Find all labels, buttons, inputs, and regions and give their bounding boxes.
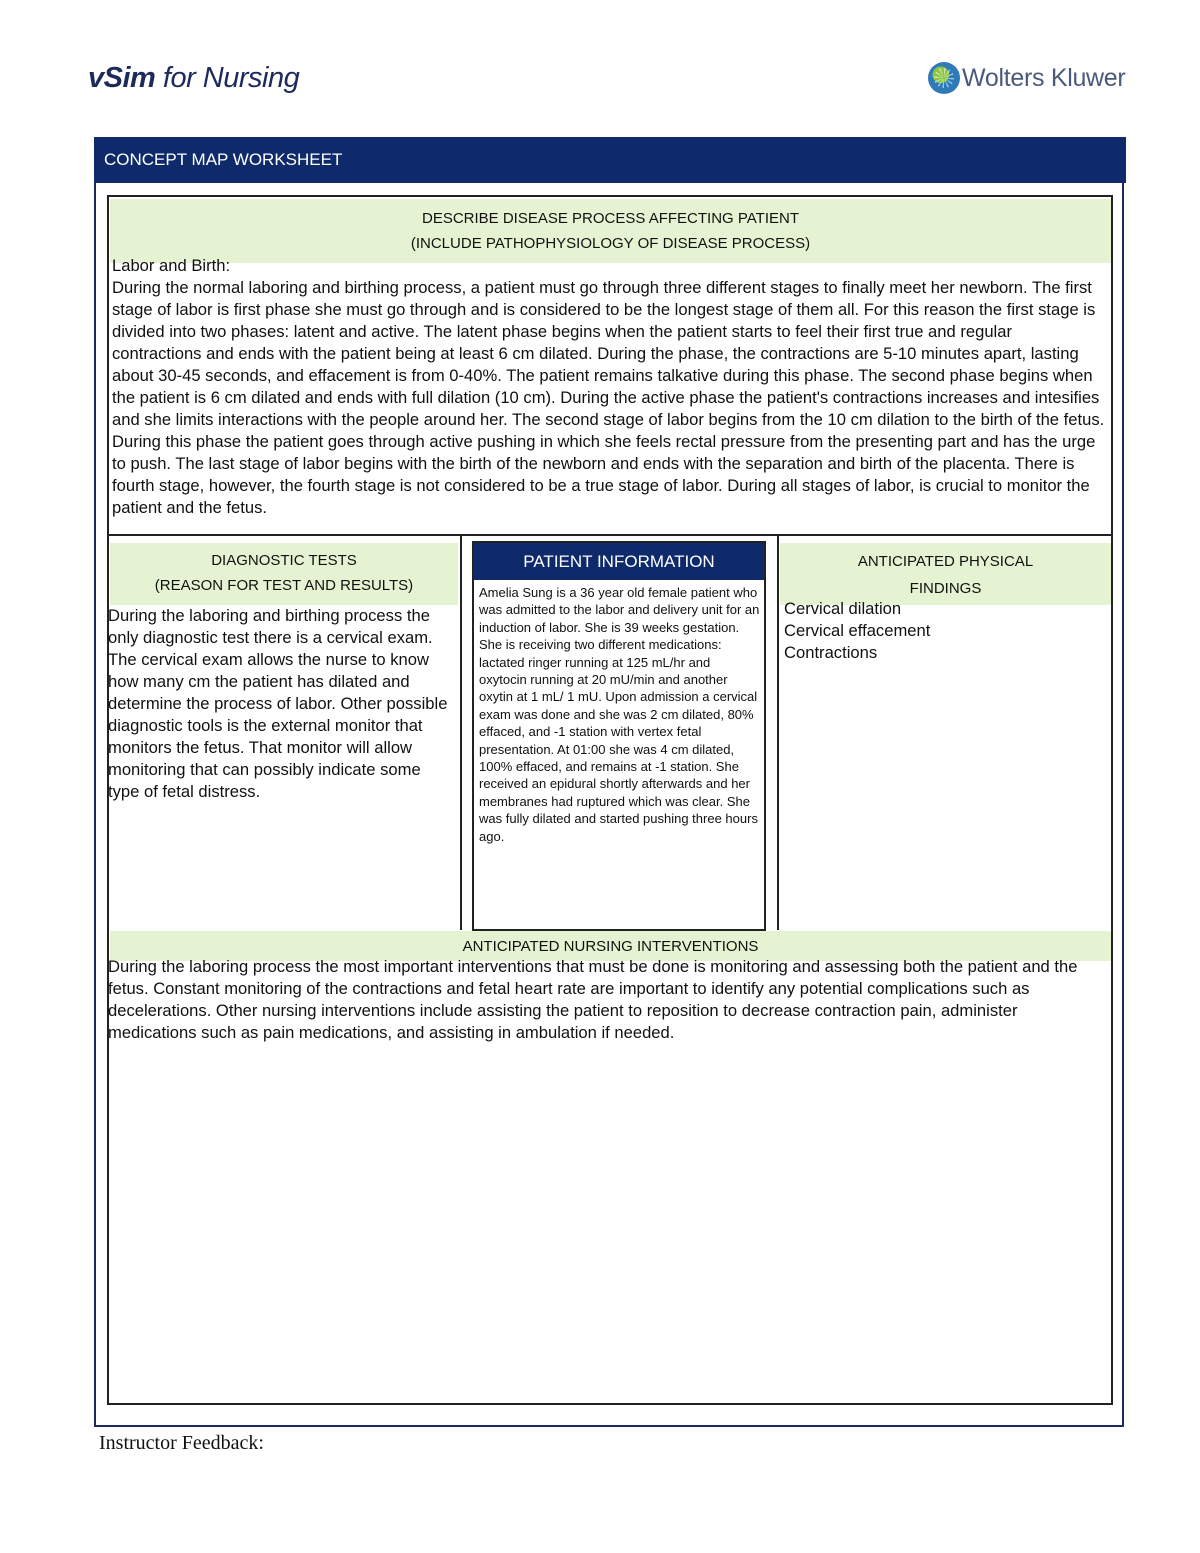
brand-rest: for Nursing xyxy=(155,62,300,94)
diagnostic-tests-heading-line2: (REASON FOR TEST AND RESULTS) xyxy=(154,577,414,594)
vsim-logo xyxy=(88,62,299,95)
brand-v: vSim xyxy=(88,62,156,94)
disease-process-subtitle: Labor and Birth: xyxy=(112,256,231,275)
worksheet-title: CONCEPT MAP WORKSHEET xyxy=(94,137,1126,183)
disease-process-heading-line2: (INCLUDE PATHOPHYSIOLOGY OF DISEASE PROCESS) xyxy=(410,235,811,252)
disease-process-heading xyxy=(110,199,1111,263)
publisher-name: Wolters Kluwer xyxy=(962,63,1126,92)
diagnostic-tests-heading xyxy=(110,543,458,605)
list-item: Cervical effacement xyxy=(784,621,931,640)
physical-findings-heading-line1: ANTICIPATED PHYSICAL xyxy=(857,553,1034,570)
disease-process-heading-line1: DESCRIBE DISEASE PROCESS AFFECTING PATIENT xyxy=(421,210,799,227)
patient-information-text: Amelia Sung is a 36 year old female patient who was admitted to the labor and delivery unit for an induction of labor. She is 39 weeks gestation. She is receiving two different medications: lactated ringer running at 125 mL/hr and oxytocin running at 20 mU/min and another oxytin at 1 mL/ 1 mU. Upon admission a cervical exam was done and she was 2 cm dilated, 80% effaced, and -1 station with vertex fetal presentation. At 01:00 she was 4 cm dilated, 100% effaced, and remains at -1 station. She received an epidural shortly afterwards and her membranes had ruptured which was clear. She was fully dilated and started pushing three hours ago. xyxy=(479,585,760,844)
section-divider xyxy=(107,534,1113,536)
physical-findings-heading xyxy=(780,543,1111,605)
list-item: Contractions xyxy=(784,643,878,662)
nursing-interventions-field[interactable]: During the laboring process the most important interventions that must be done is monitoring and assessing both the patient and the fetus. Constant monitoring of the contractions and fetal heart rate are important to identify any potential complications such as decelerations. Other nursing interventions include assisting the patient to reposition to decrease contraction pain, administer medications such as pain medications, and assisting in ambulation if needed. xyxy=(108,957,1078,1042)
diagnostic-tests-heading-line1: DIAGNOSTIC TESTS xyxy=(211,552,357,569)
physical-findings-field[interactable] xyxy=(784,598,930,664)
disease-process-text: During the normal laboring and birthing process, a patient must go through three different stages to finally meet her newborn. The first stage of labor is first phase she must go through and is considered to be the longest stage of them all. For this reason the first stage is divided into two phases: latent and active. The latent phase begins when the patient starts to feel their first true and regular contractions and ends with the patient being at least 6 cm dilated. During the phase, the contractions are 5-10 minutes apart, lasting about 30-45 seconds, and effacement is from 0-40%. The patient remains talkative during this phase. The second phase begins when the patient is 6 cm dilated and ends with full dilation (10 cm). During the active phase the patient's contractions increases and intesifies and she limits interactions with the people around her. The second stage of labor begins from the 10 cm dilation to the birth of the fetus. During this phase the patient goes through active pushing in which she feels rectal pressure from the presenting part and has the urge to push. The last stage of labor begins with the birth of the newborn and ends with the separation and birth of the placenta. There is fourth stage, however, the fourth stage is not considered to be a true stage of labor. During all stages of labor, is crucial to monitor the patient and the fetus. xyxy=(112,278,1105,517)
list-item: Cervical dilation xyxy=(784,599,902,618)
physical-findings-heading-line2: FINDINGS xyxy=(909,580,982,597)
publisher-logo xyxy=(928,62,1125,94)
wolters-kluwer-globe-icon xyxy=(928,62,960,94)
disease-process-field[interactable] xyxy=(112,255,1106,535)
column-divider-right xyxy=(777,534,779,930)
diagnostic-tests-field[interactable]: During the laboring and birthing process the only diagnostic test there is a cervical exam. The cervical exam allows the nurse to know how many cm the patient has dilated and determine the process of labor. Other possible diagnostic tools is the external monitor that monitors the fetus. That monitor will allow monitoring that can possibly indicate some type of fetal distress. xyxy=(108,606,448,801)
nursing-interventions-heading: ANTICIPATED NURSING INTERVENTIONS xyxy=(110,931,1111,961)
column-divider-left xyxy=(460,534,462,930)
instructor-feedback-label: Instructor Feedback: xyxy=(99,1432,264,1454)
patient-information-heading: PATIENT INFORMATION xyxy=(474,543,764,580)
